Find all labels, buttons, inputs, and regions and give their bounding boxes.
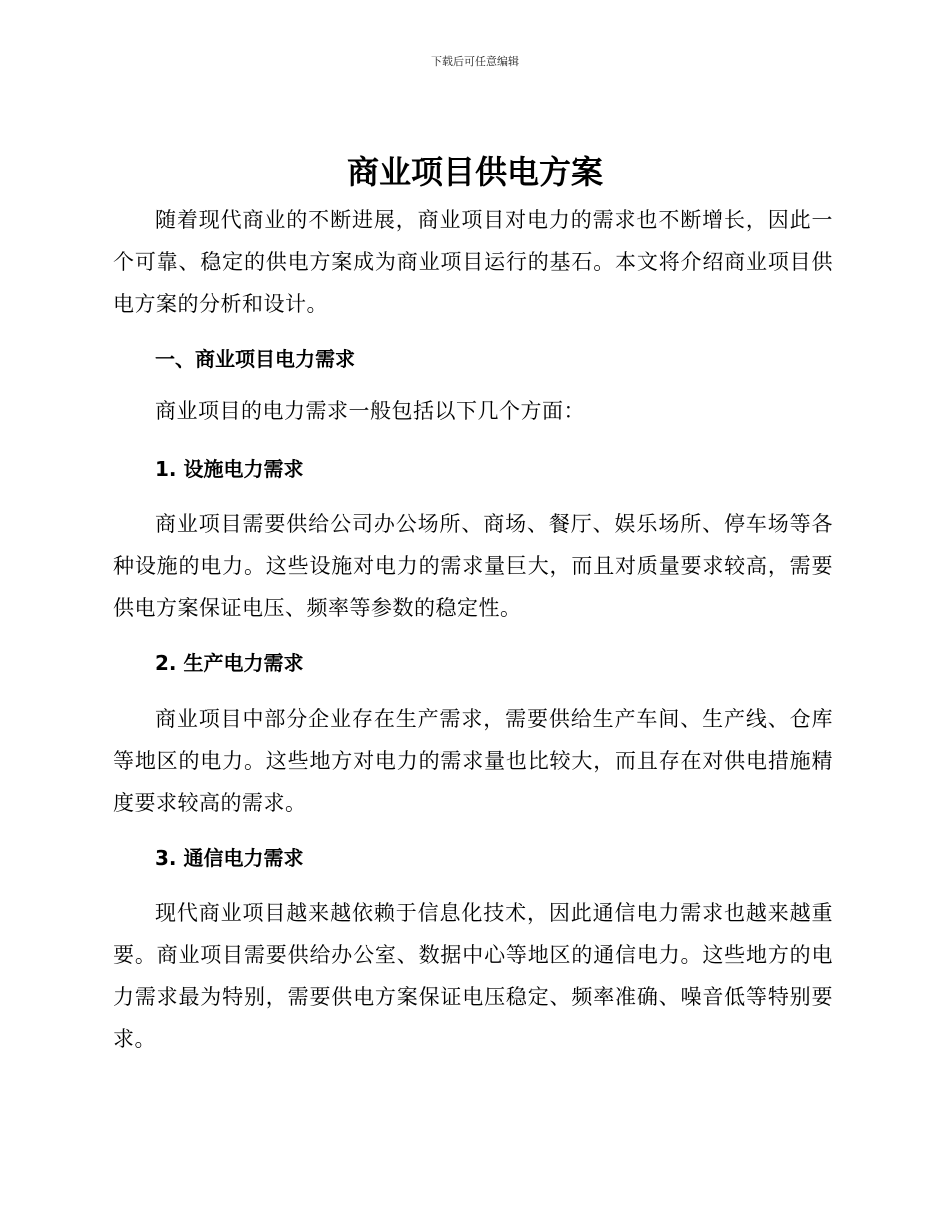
item1-heading-block: [113, 454, 833, 484]
section1-heading-block: [113, 344, 833, 374]
section-heading: 一、商业项目电力需求: [155, 347, 355, 371]
item1-text-block: [113, 503, 833, 629]
subsection-heading: 3. 通信电力需求: [155, 846, 304, 870]
subsection-paragraph: 商业项目需要供给公司办公场所、商场、餐厅、娱乐场所、停车场等各种设施的电力。这些设施对电力的需求量巨大，而且对质量要求较高，需要供电方案保证电压、频率等参数的稳定性。: [113, 512, 833, 620]
item2-heading-block: [113, 648, 833, 678]
section-lead-paragraph: 商业项目的电力需求一般包括以下几个方面：: [155, 399, 585, 423]
document-title: 商业项目供电方案: [346, 153, 603, 191]
section1-lead-block: [113, 390, 833, 432]
intro-paragraph: 随着现代商业的不断进展，商业项目对电力的需求也不断增长，因此一个可靠、稳定的供电方案成为商业项目运行的基石。本文将介绍商业项目供电方案的分析和设计。: [113, 208, 833, 316]
subsection-paragraph: 商业项目中部分企业存在生产需求，需要供给生产车间、生产线、仓库等地区的电力。这些地方对电力的需求量也比较大，而且存在对供电措施精度要求较高的需求。: [113, 707, 833, 815]
subsection-paragraph: 现代商业项目越来越依赖于信息化技术，因此通信电力需求也越来越重要。商业项目需要供给办公室、数据中心等地区的通信电力。这些地方的电力需求最为特别，需要供电方案保证电压稳定、频率准确、噪音低等特别要求。: [113, 901, 833, 1051]
item3-text-block: [113, 892, 833, 1060]
subsection-heading: 2. 生产电力需求: [155, 651, 304, 675]
subsection-heading: 1. 设施电力需求: [155, 457, 304, 481]
item3-heading-block: [113, 843, 833, 873]
intro-block: [113, 199, 833, 325]
header-note: 下载后可任意编辑: [431, 55, 519, 68]
item2-text-block: [113, 698, 833, 824]
